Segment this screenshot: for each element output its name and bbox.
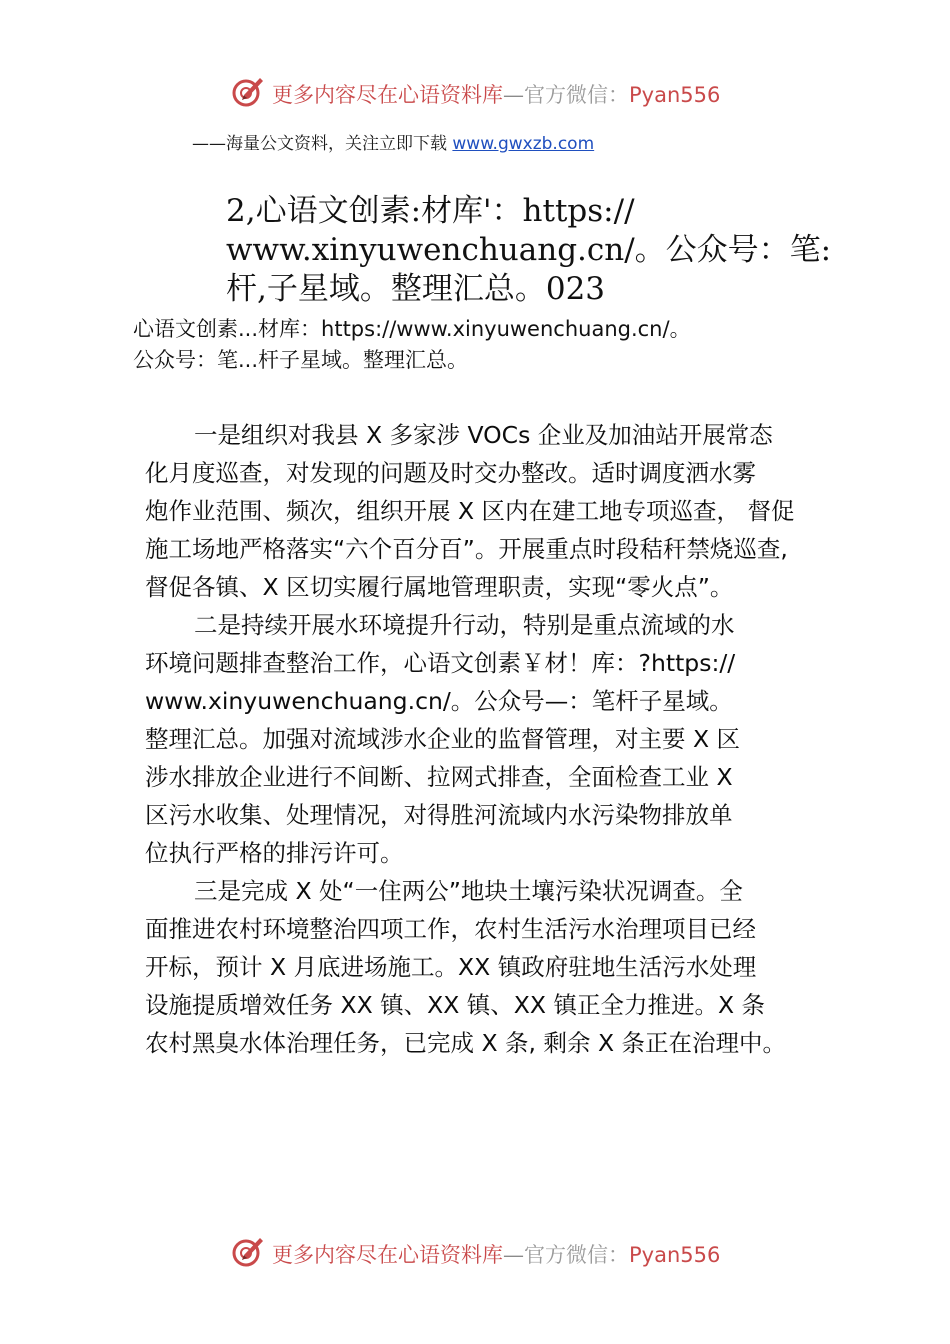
paragraph-2-line: 位执行严格的排污许可。: [145, 839, 404, 867]
heading-block: [226, 192, 846, 309]
pen-logo-icon: [230, 74, 266, 110]
banner-wechat-label: 官方微信：: [524, 83, 629, 107]
paragraph-3-line: 开标，预计 X 月底进场施工。XX 镇政府驻地生活污水处理: [145, 953, 757, 981]
banner-separator: —: [503, 83, 524, 107]
heading-line: www.xinyuwenchuang.cn/。公众号：笔:: [226, 232, 832, 268]
paragraph-2-line: 环境问题排查整治工作，心语文创素￥材！库：?https://: [145, 649, 736, 677]
subtitle: [192, 129, 594, 154]
notice-line: 心语文创素...材库：https://www.xinyuwenchuang.cn/。: [133, 317, 691, 341]
body-text: [145, 416, 845, 1062]
heading-line: 杆,子星域。整理汇总。023: [226, 271, 606, 307]
paragraph-3-line: 三是完成 X 处“一住两公”地块土壤污染状况调查。全: [194, 877, 743, 905]
paragraph-3-line: 设施提质增效任务 XX 镇、XX 镇、XX 镇正全力推进。X 条: [145, 991, 766, 1019]
footer-banner: [0, 1232, 950, 1272]
paragraph-3-line: 农村黑臭水体治理任务，已完成 X 条, 剩余 X 条正在治理中。: [145, 1029, 787, 1057]
notice-line: 公众号：笔...杆子星域。整理汇总。: [133, 348, 469, 372]
banner-text: [272, 1239, 720, 1269]
paragraph-1-line: 炮作业范围、频次，组织开展 X 区内在建工地专项巡查， 督促: [145, 497, 795, 525]
paragraph-2-line: 区污水收集、处理情况，对得胜河流域内水污染物排放单: [145, 801, 733, 829]
paragraph-2-line: www.xinyuwenchuang.cn/。公众号—：笔杆子星域。: [145, 687, 733, 715]
header-banner: [0, 72, 950, 112]
paragraph-2-line: 整理汇总。加强对流域涉水企业的监督管理，对主要 X 区: [145, 725, 741, 753]
notice-block: [133, 314, 691, 376]
paragraph-2-line: 二是持续开展水环境提升行动，特别是重点流域的水: [194, 611, 735, 639]
heading-line: 2,心语文创素:材库'：https://: [226, 193, 635, 229]
paragraph-1-line: 一是组织对我县 X 多家涉 VOCs 企业及加油站开展常态: [194, 421, 773, 449]
banner-wechat-label: 官方微信：: [524, 1243, 629, 1267]
paragraph-2-line: 涉水排放企业进行不间断、拉网式排查，全面检查工业 X: [145, 763, 733, 791]
paragraph-1-line: 施工场地严格落实“六个百分百”。开展重点时段秸秆禁烧巡查,: [145, 535, 788, 563]
banner-title: 更多内容尽在心语资料库: [272, 1243, 503, 1267]
paragraph-3-line: 面推进农村环境整治四项工作，农村生活污水治理项目已经: [145, 915, 756, 943]
pen-logo-icon: [230, 1234, 266, 1270]
paragraph-1-line: 督促各镇、X 区切实履行属地管理职责，实现“零火点”。: [145, 573, 734, 601]
gwxzb-link[interactable]: www.gwxzb.com: [452, 134, 595, 154]
subtitle-prefix: ——海量公文资料，关注立即下载: [192, 134, 453, 154]
paragraph-1-line: 化月度巡查，对发现的问题及时交办整改。适时调度洒水雾: [145, 459, 756, 487]
banner-separator: —: [503, 1243, 524, 1267]
banner-wechat-id: Pyan556: [629, 83, 721, 107]
banner-wechat-id: Pyan556: [629, 1243, 721, 1267]
banner-text: [272, 79, 720, 109]
banner-title: 更多内容尽在心语资料库: [272, 83, 503, 107]
